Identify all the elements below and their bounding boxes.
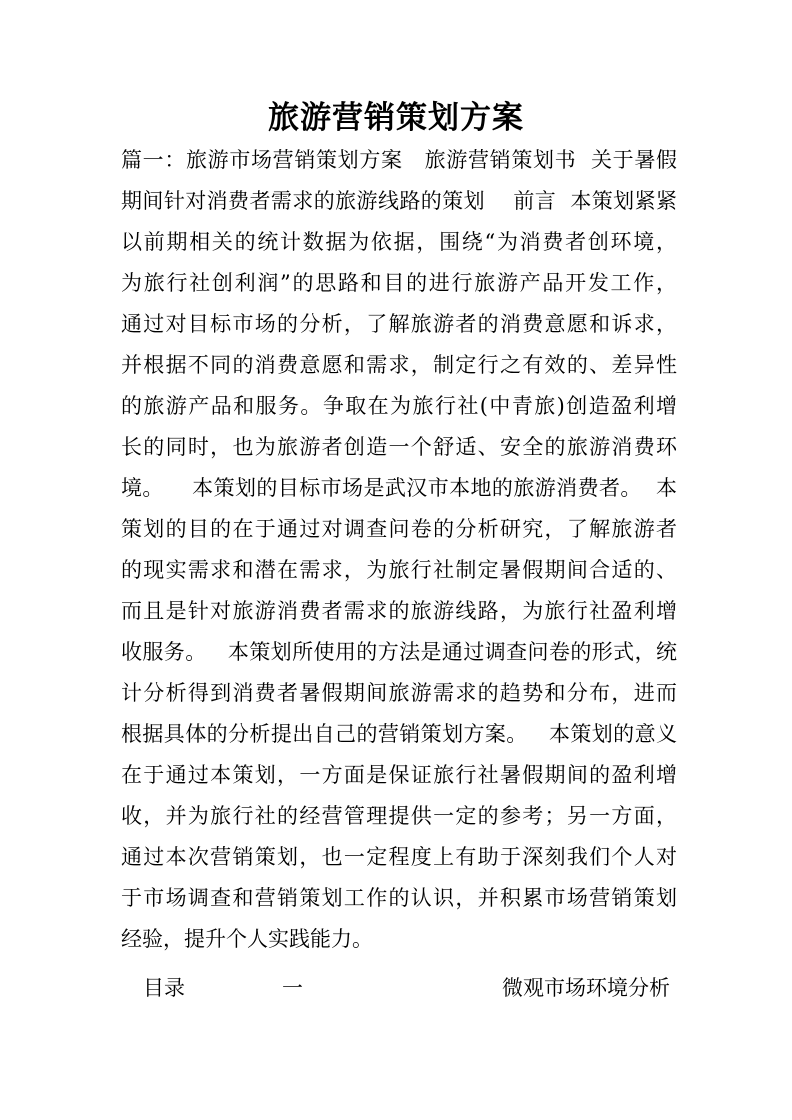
text-line: 以前期相关的统计数据为依据，围绕“为消费者创环境， <box>121 230 677 254</box>
text-line: 于市场调查和营销策划工作的认识，并积累市场营销策划 <box>121 886 677 910</box>
text-line: 篇一：旅游市场营销策划方案 旅游营销策划书 关于暑假 <box>121 148 677 172</box>
text-line: 收服务。 本策划所使用的方法是通过调查问卷的形式，统 <box>121 640 677 664</box>
text-line: 经验，提升个人实践能力。 <box>121 927 373 951</box>
text-line: 通过对目标市场的分析，了解旅游者的消费意愿和诉求， <box>121 312 677 336</box>
text-line: 根据具体的分析提出自己的营销策划方案。 本策划的意义 <box>121 722 677 746</box>
text-line: 长的同时，也为旅游者创造一个舒适、安全的旅游消费环 <box>121 435 677 459</box>
text-line: 策划的目的在于通过对调查问卷的分析研究，了解旅游者 <box>121 517 677 541</box>
text-line: 在于通过本策划，一方面是保证旅行社暑假期间的盈利增 <box>121 763 677 787</box>
text-line: 的旅游产品和服务。争取在为旅行社(中青旅)创造盈利增 <box>121 394 677 418</box>
text-line: 境。 本策划的目标市场是武汉市本地的旅游消费者。 本 <box>121 476 677 500</box>
text-line: 为旅行社创利润”的思路和目的进行旅游产品开发工作， <box>121 271 677 295</box>
text-line: 而且是针对旅游消费者需求的旅游线路，为旅行社盈利增 <box>121 599 677 623</box>
text-line: 通过本次营销策划，也一定程度上有助于深刻我们个人对 <box>121 845 677 869</box>
text-line: 的现实需求和潜在需求，为旅行社制定暑假期间合适的、 <box>121 558 677 582</box>
text-line: 并根据不同的消费意愿和需求，制定行之有效的、差异性 <box>121 353 677 377</box>
body-paragraph <box>121 140 677 960</box>
text-line: 收，并为旅行社的经营管理提供一定的参考；另一方面， <box>121 804 677 828</box>
document-title: 旅游营销策划方案 <box>268 100 524 136</box>
text-line: 期间针对消费者需求的旅游线路的策划 前言 本策划紧紧 <box>121 189 677 213</box>
table-of-contents-row <box>0 968 792 1009</box>
toc-label: 目录 <box>143 976 185 1000</box>
text-line: 计分析得到消费者暑假期间旅游需求的趋势和分布，进而 <box>121 681 677 705</box>
toc-section-title: 微观市场环境分析 <box>502 976 670 1000</box>
toc-chapter-number: 一 <box>282 976 303 1000</box>
